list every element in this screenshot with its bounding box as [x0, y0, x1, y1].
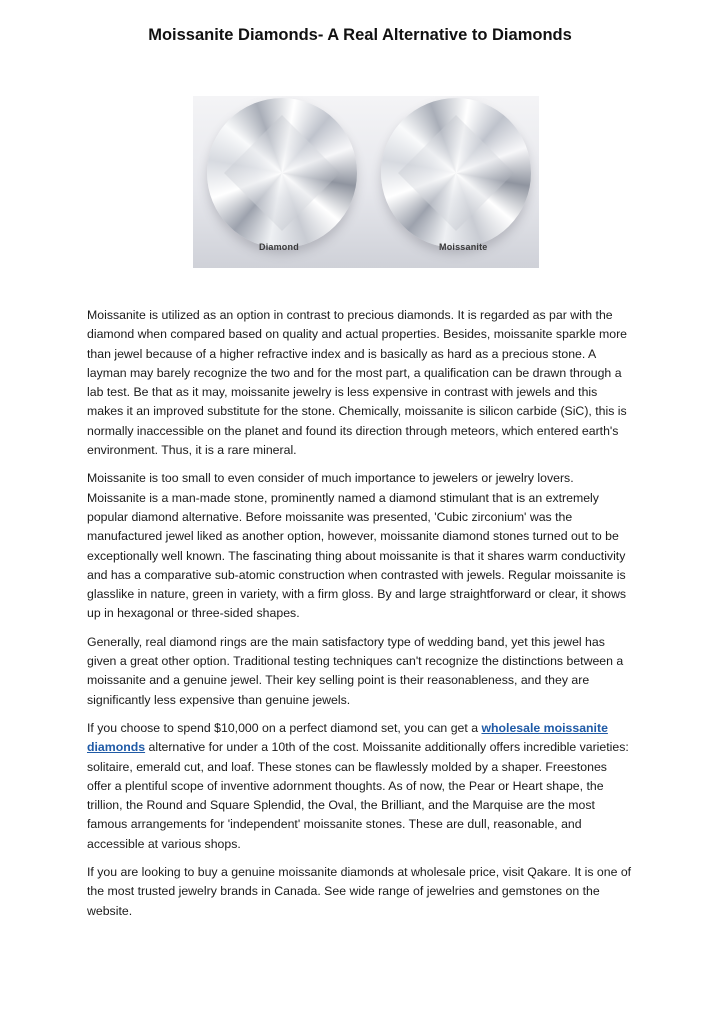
paragraph-2: Moissanite is too small to even consider of much importance to jewelers or jewelry lovers. Moissanite is a man-made stone, prominently named a diamond stimulant that is an extremely popular diamond alternative. Before moissanite was presented, 'Cubic zirconium' was the manufactured jewel liked as another option, however, moissanite diamond stones turned out to be exceptionally well known. The fascinating thing about moissanite is that it shares warm conductivity and has a comparative sub-atomic construction when contrasted with jewels. Regular moissanite is glasslike in nature, green in variety, with a firm gloss. By and large straightforward or clear, it shows up in hexagonal or three-sided shapes. — [87, 471, 627, 621]
moissanite-stone — [381, 98, 531, 248]
wholesale-moissanite-link[interactable]: wholesale moissanite diamonds — [87, 720, 608, 755]
paragraph-1: Moissanite is utilized as an option in contrast to precious diamonds. It is regarded as par with the diamond when compared based on quality and actual properties. Besides, moissanite sparkle more than jewel because of a higher refractive index and is basically as hard as a precious stone. A layman may barely recognize the two and for the most part, a qualification can be drawn through a lab test. Be that as it may, moissanite jewelry is less expensive in contrast with jewels and this makes it an improved substitute for the stone. Chemically, moissanite is silicon carbide (SiC), this is normally inaccessible on the planet and found its direction through meteors, which entered earth's environment. Thus, it is a rare mineral. — [87, 308, 628, 458]
paragraph-4-start: If you choose to spend $10,000 on a perfect diamond set, you can get a — [87, 720, 482, 735]
article-body — [87, 306, 633, 930]
paragraph-3: Generally, real diamond rings are the main satisfactory type of wedding band, yet this jewel has given a great other option. Traditional testing techniques can't recognize the distinctions between a moissanite and a genuine jewel. Their key selling point is their reasonableness, and they are significantly less expensive than genuine jewels. — [87, 634, 624, 707]
diamond-label: Diamond — [259, 242, 299, 252]
moissanite-label: Moissanite — [439, 242, 488, 252]
paragraph-5: If you are looking to buy a genuine moissanite diamonds at wholesale price, visit Qakare. It is one of the most trusted jewelry brands in Canada. See wide range of jewelries and gemstones on the website. — [87, 865, 632, 918]
diamond-comparison-image — [193, 96, 539, 268]
paragraph-4 — [87, 719, 633, 854]
paragraph-4-end: alternative for under a 10th of the cost. Moissanite additionally offers incredible varieties: solitaire, emerald cut, and loaf. These stones can be flawlessly molded by a shaper. Freestones offer a plentiful scope of inventive adornment thoughts. As of now, the Pear or Heart shape, the trillion, the Round and Square Splendid, the Oval, the Brilliant, and the Marquise are the most famous arrangements for 'independent' moissanite stones. These are dull, reasonable, and accessible at various shops. — [87, 740, 629, 851]
page-title: Moissanite Diamonds- A Real Alternative to Diamonds — [148, 26, 572, 44]
diamond-stone — [207, 98, 357, 248]
